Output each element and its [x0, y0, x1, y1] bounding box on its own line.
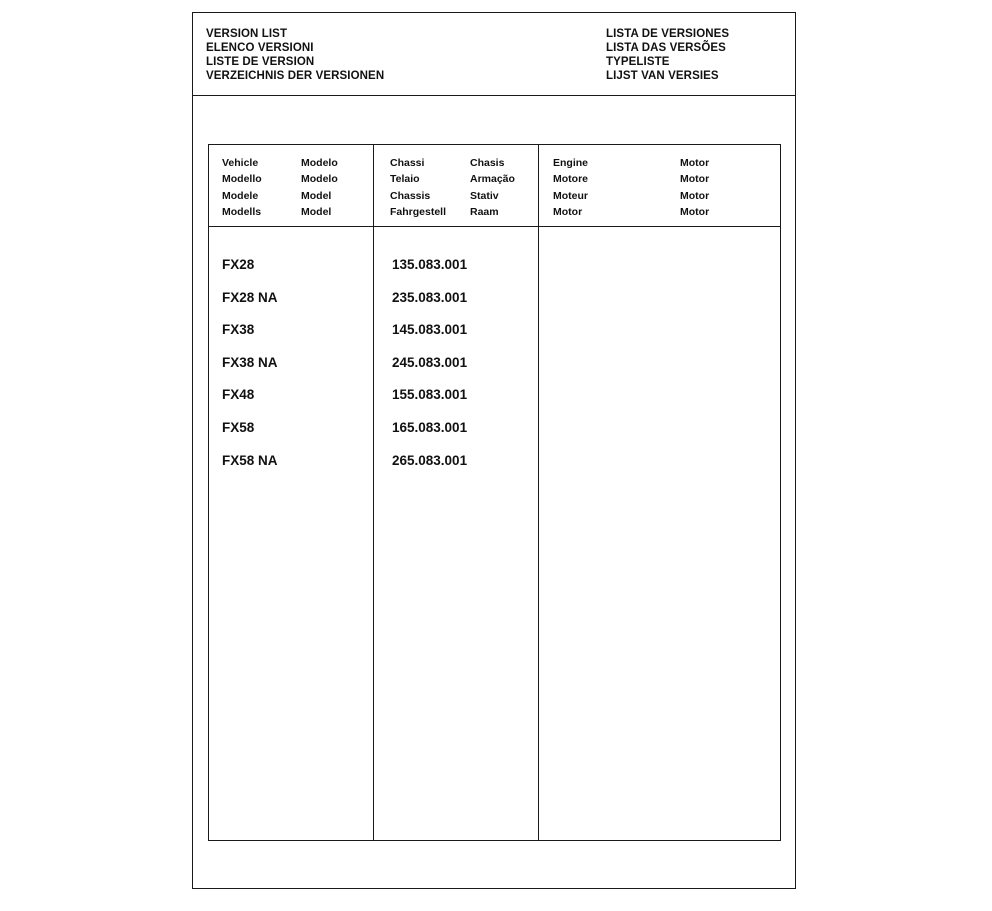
column-header-label: Motor — [680, 157, 710, 169]
table-row — [209, 387, 780, 420]
chassis-column-header-alt — [470, 155, 515, 220]
engine-column-header — [553, 155, 588, 220]
column-header-label: Motor — [680, 205, 710, 218]
model-cell: FX38 — [222, 322, 255, 338]
model-cell: FX38 NA — [222, 354, 278, 370]
column-header-label: Engine — [553, 157, 589, 169]
column-header-label: Fahrgestell — [390, 205, 447, 218]
title-block-left — [206, 27, 384, 83]
version-table — [208, 144, 781, 841]
column-header-label: Model — [301, 189, 332, 202]
model-cell: FX48 — [222, 387, 255, 403]
column-header-label: Chassi — [390, 157, 425, 169]
model-cell: FX28 — [222, 257, 255, 272]
column-header-label: Modelo — [301, 157, 338, 169]
title-german: VERZEICHNIS DER VERSIONEN — [206, 70, 385, 82]
chassis-cell: 165.083.001 — [392, 419, 468, 435]
title-block-right — [606, 27, 729, 83]
title-spanish: LISTA DE VERSIONES — [606, 28, 730, 40]
model-cell: FX58 NA — [222, 452, 278, 468]
vehicle-column-header — [222, 155, 262, 220]
column-header-label: Modello — [222, 173, 262, 186]
column-header-label: Stativ — [470, 189, 499, 202]
engine-column-header-alt — [680, 155, 709, 220]
column-header-label: Armação — [470, 173, 515, 186]
column-divider — [538, 145, 539, 840]
column-header-label: Model — [301, 205, 332, 218]
chassis-cell: 145.083.001 — [392, 322, 468, 338]
title-french: LISTE DE VERSION — [206, 56, 315, 68]
model-cell: FX58 — [222, 419, 255, 435]
title-swedish: TYPELISTE — [606, 56, 670, 68]
document-header — [193, 13, 795, 96]
column-header-label: Telaio — [390, 173, 420, 186]
title-italian: ELENCO VERSIONI — [206, 42, 314, 54]
column-header-label: Motor — [553, 205, 583, 218]
header-divider — [209, 226, 780, 227]
chassis-cell: 135.083.001 — [392, 257, 468, 272]
column-header-label: Moteur — [553, 189, 588, 202]
chassis-cell: 155.083.001 — [392, 387, 468, 403]
table-row — [209, 355, 780, 388]
column-header-label: Modells — [222, 205, 262, 218]
chassis-cell: 235.083.001 — [392, 289, 468, 305]
vehicle-column-header-alt — [301, 155, 338, 220]
model-cell: FX28 NA — [222, 289, 278, 305]
column-header-label: Motor — [680, 173, 710, 186]
column-header-label: Modelo — [301, 173, 338, 186]
chassis-cell: 245.083.001 — [392, 354, 468, 370]
document-page — [192, 12, 796, 889]
column-header-label: Motor — [680, 189, 710, 202]
title-english: VERSION LIST — [206, 28, 288, 40]
column-header-label: Chasis — [470, 157, 505, 169]
title-portuguese: LISTA DAS VERSÕES — [606, 42, 726, 54]
chassis-column-header — [390, 155, 446, 220]
chassis-cell: 265.083.001 — [392, 452, 468, 468]
column-header-label: Motore — [553, 173, 588, 186]
version-rows — [209, 257, 780, 485]
title-dutch: LIJST VAN VERSIES — [606, 70, 719, 82]
column-header-label: Modele — [222, 189, 259, 202]
table-row — [209, 453, 780, 486]
column-header-label: Raam — [470, 205, 499, 218]
column-header-label: Chassis — [390, 189, 431, 202]
column-header-label: Vehicle — [222, 157, 259, 169]
table-row — [209, 257, 780, 290]
column-divider — [373, 145, 374, 840]
table-row — [209, 420, 780, 453]
table-row — [209, 290, 780, 323]
table-row — [209, 322, 780, 355]
